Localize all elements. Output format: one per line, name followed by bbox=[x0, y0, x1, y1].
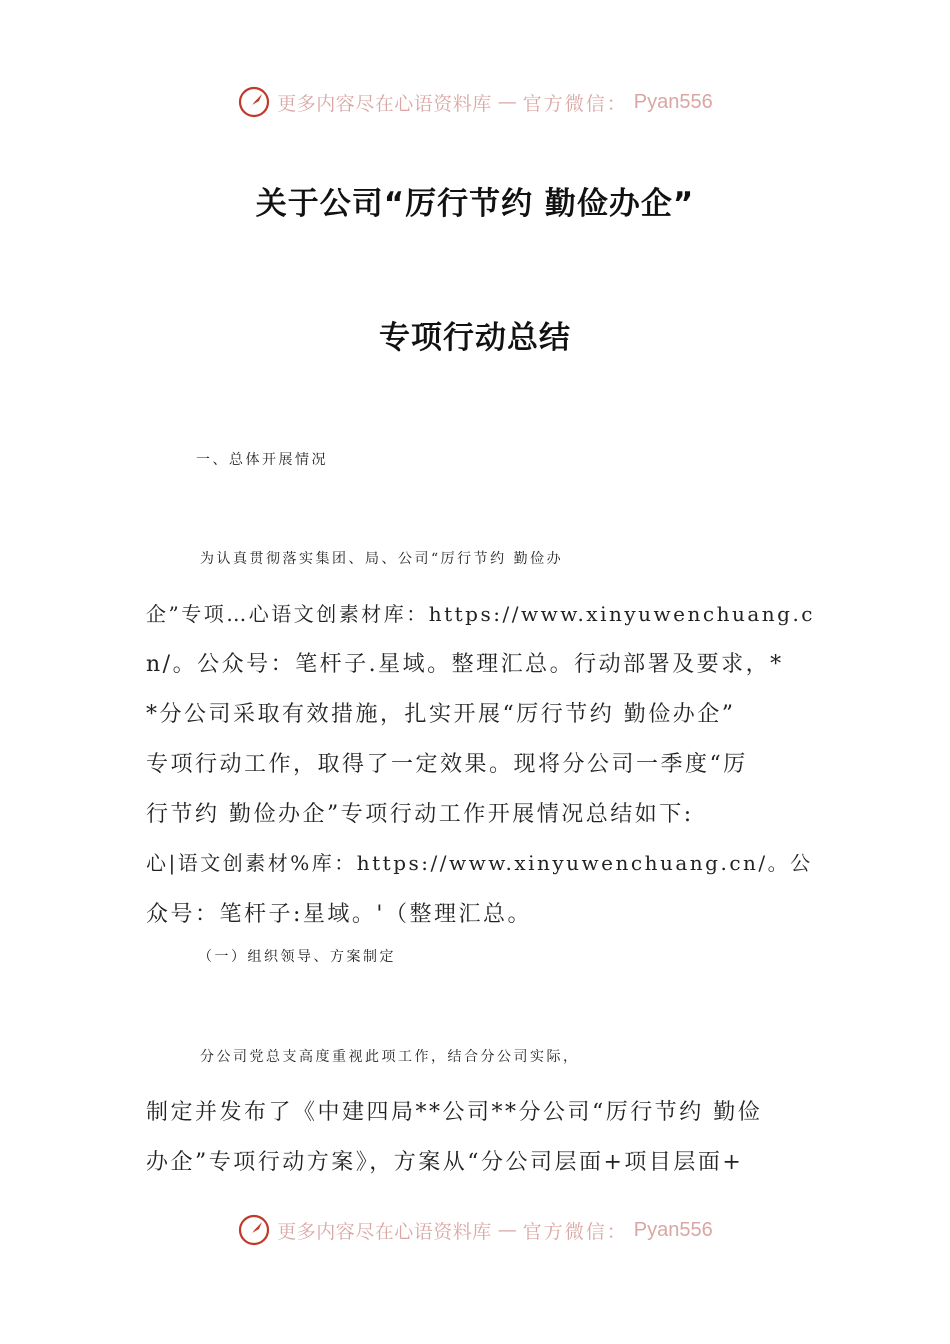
watermark-text: 更多内容尽在心语资料库 bbox=[277, 1220, 492, 1243]
watermark-content bbox=[237, 1213, 713, 1247]
paragraph-line: 心|语文创素材%库：https://www.xinyuwenchuang.cn/。公 bbox=[146, 851, 813, 875]
paragraph-line: 为认真贯彻落实集团、局、公司“厉行节约 勤俭办 bbox=[200, 551, 564, 567]
watermark-wechat-id: Pyan556 bbox=[633, 1218, 713, 1241]
paragraph-line: 行节约 勤俭办企”专项行动工作开展情况总结如下: bbox=[146, 802, 694, 827]
paragraph-line-text: 企”专项…心语文创素材库：https://www.xinyuwenchuang.c bbox=[146, 602, 816, 626]
paragraph-line: 办企”专项行动方案》，方案从“分公司层面+项目层面+ bbox=[146, 1150, 744, 1175]
watermark-text: 更多内容尽在心语资料库 bbox=[277, 92, 492, 115]
paragraph-line: 制定并发布了《中建四局**公司**分公司“厉行节约 勤俭 bbox=[146, 1100, 763, 1125]
watermark-banner-bottom bbox=[0, 1210, 950, 1250]
subsection-heading: （一）组织领导、方案制定 bbox=[198, 949, 396, 965]
quill-pen-logo-icon bbox=[237, 1213, 271, 1247]
quill-pen-logo-icon bbox=[237, 85, 271, 119]
paragraph-line bbox=[146, 598, 816, 627]
watermark-dash: — bbox=[497, 91, 517, 113]
paragraph-line: 众号：笔杆子:星域。'（整理汇总。 bbox=[146, 902, 532, 927]
watermark-wechat-label: 官方微信： bbox=[522, 1220, 628, 1243]
watermark-banner-top bbox=[0, 82, 950, 122]
document-title-line-1: 关于公司“厉行节约 勤俭办企” bbox=[255, 186, 695, 222]
section-heading: 一、总体开展情况 bbox=[196, 452, 328, 468]
paragraph-line: 专项行动工作，取得了一定效果。现将分公司一季度“厉 bbox=[146, 752, 748, 777]
watermark-wechat-label: 官方微信： bbox=[522, 92, 628, 115]
paragraph-line: *分公司采取有效措施，扎实开展“厉行节约 勤俭办企” bbox=[146, 702, 736, 727]
watermark-wechat-id: Pyan556 bbox=[633, 90, 713, 113]
watermark-content bbox=[237, 85, 713, 119]
paragraph-line: n/。公众号：笔杆子.星域。整理汇总。行动部署及要求，* bbox=[146, 652, 784, 677]
document-title-line-2: 专项行动总结 bbox=[379, 320, 571, 356]
watermark-dash: — bbox=[497, 1219, 517, 1241]
paragraph-line: 分公司党总支高度重视此项工作，结合分公司实际， bbox=[200, 1049, 580, 1065]
